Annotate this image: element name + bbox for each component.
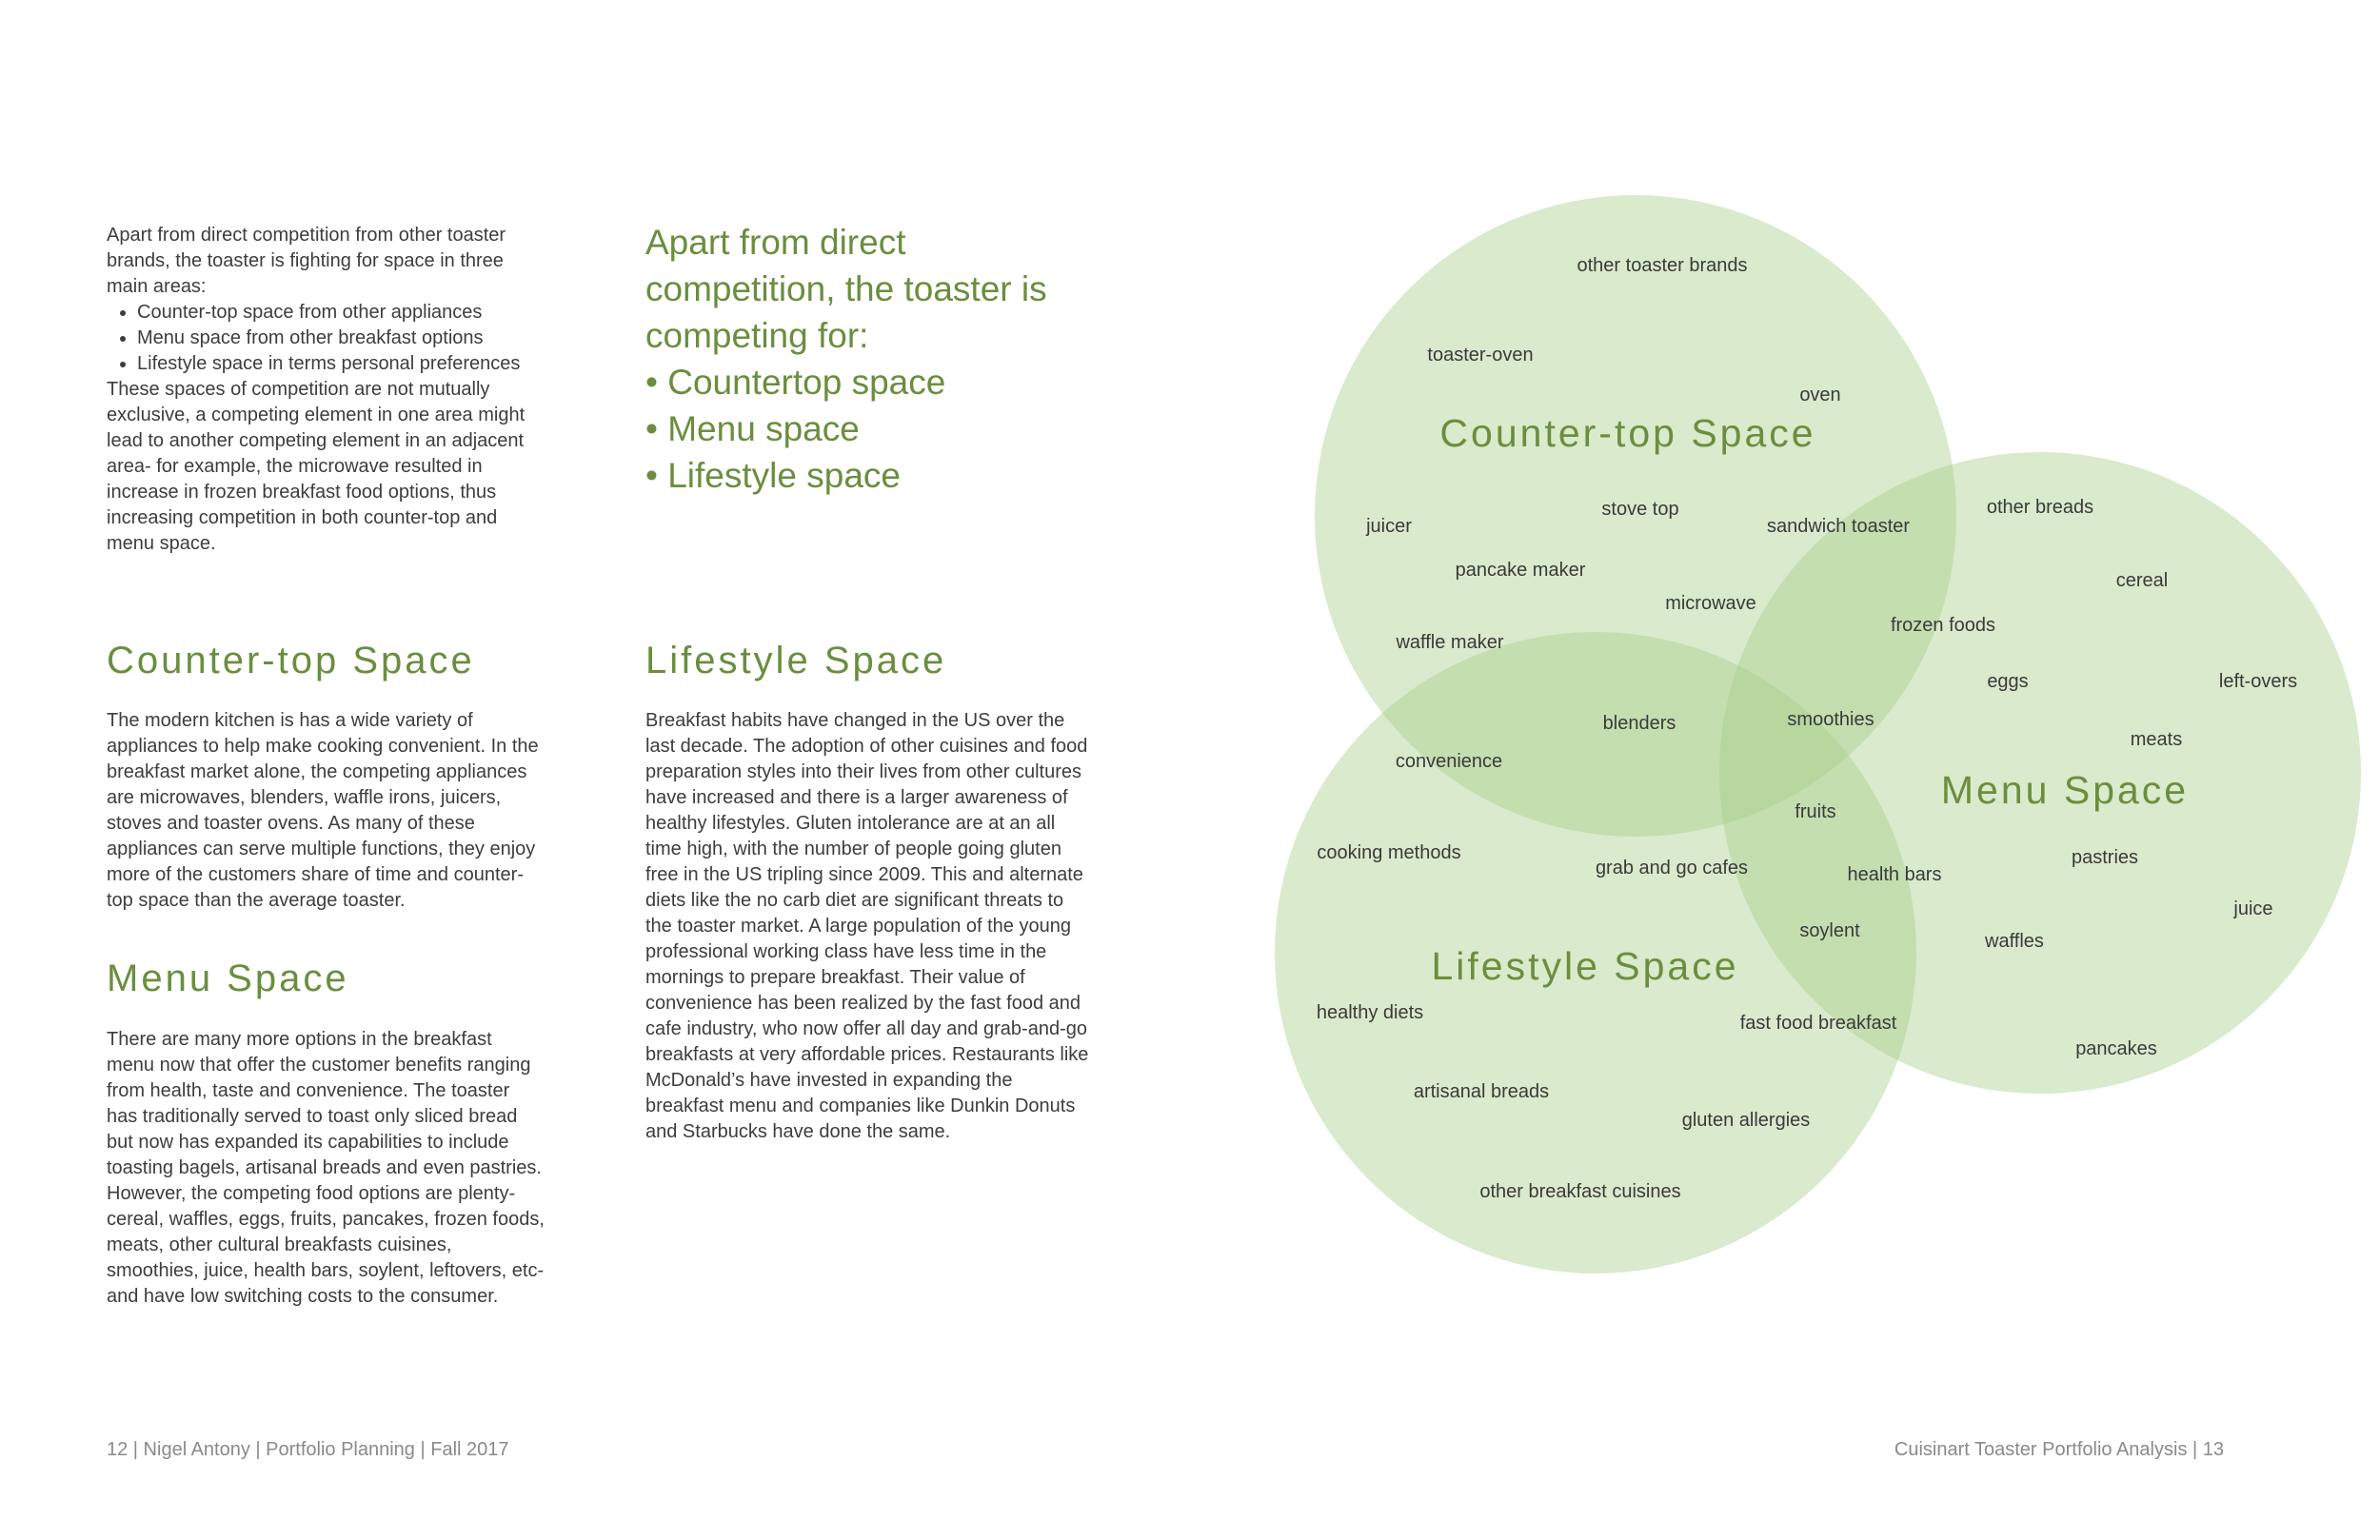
venn-diagram bbox=[1238, 171, 2380, 1294]
venn-label: other breakfast cuisines bbox=[1479, 1181, 1681, 1202]
intro-bullet-list bbox=[107, 300, 545, 377]
venn-label: convenience bbox=[1395, 751, 1503, 772]
venn-label: waffle maker bbox=[1396, 632, 1504, 653]
intro-bullet: • Lifestyle space in terms personal preferences bbox=[137, 351, 545, 377]
footer-right: Cuisinart Toaster Portfolio Analysis | 13 bbox=[1894, 1439, 2224, 1460]
venn-label: microwave bbox=[1665, 593, 1756, 614]
pull-quote bbox=[645, 219, 1093, 499]
lifestyle-body: Breakfast habits have changed in the US over the last decade. The adoption of other cuisines and food preparation styles into their lives from other cultures have increased and there is a larger awareness of healthy lifestyles. Gluten intolerance are at an all time high, with the number of people going gluten free in the US tripling since 2009. This and alternate diets like the no carb diet are significant threats to the toaster market. A large population of the young professional working class have less time in the mornings to prepare breakfast. Their value of convenience has been realized by the fast food and cafe industry, who now offer all day and grab-and-go breakfasts at very affordable prices. Restaurants like McDonald’s have invested in expanding the breakfast menu and companies like Dunkin Donuts and Starbucks have done the same. bbox=[645, 710, 1089, 1142]
venn-label: health bars bbox=[1847, 864, 1942, 885]
lifestyle-heading: Lifestyle Space bbox=[645, 640, 947, 681]
intro-body: These spaces of competition are not mutually exclusive, a competing element in one area might lead to another competing element in an adjacent area- for example, the microwave resulted in increase in frozen breakfast food options, thus increasing competition in both counter-top and menu space. bbox=[107, 379, 526, 554]
venn-label: blenders bbox=[1602, 713, 1676, 734]
venn-label: left-overs bbox=[2218, 671, 2298, 692]
venn-label: cereal bbox=[2115, 570, 2169, 591]
intro-lead: Apart from direct competition from other toaster brands, the toaster is fighting for space in three main areas: bbox=[107, 225, 506, 297]
venn-label: healthy diets bbox=[1316, 1002, 1424, 1023]
venn-label: smoothies bbox=[1787, 709, 1874, 730]
venn-label: cooking methods bbox=[1317, 842, 1461, 863]
countertop-heading: Counter-top Space bbox=[107, 640, 475, 681]
venn-label: artisanal breads bbox=[1413, 1081, 1550, 1102]
countertop-body: The modern kitchen is has a wide variety of appliances to help make cooking convenient. In the breakfast market alone, the competing appliances are microwaves, blenders, waffle irons, juicers, stoves and toaster ovens. As many of these appliances can serve multiple functions, they enjoy more of the customers share of time and counter-top space than the average toaster. bbox=[107, 710, 539, 911]
venn-label: meats bbox=[2130, 729, 2183, 750]
venn-label: waffles bbox=[1985, 931, 2044, 952]
pull-quote-item: • Menu space bbox=[645, 405, 1093, 452]
venn-label: stove top bbox=[1601, 499, 1679, 520]
venn-label: frozen foods bbox=[1890, 615, 1996, 636]
venn-label: soylent bbox=[1799, 920, 1860, 941]
venn-label: fast food breakfast bbox=[1739, 1013, 1897, 1034]
venn-label: toaster-oven bbox=[1427, 345, 1534, 365]
venn-title-countertop: Counter-top Space bbox=[1439, 411, 1816, 455]
menu-heading: Menu Space bbox=[107, 958, 349, 999]
venn-title-lifestyle: Lifestyle Space bbox=[1431, 944, 1739, 988]
venn-label: eggs bbox=[1987, 671, 2029, 692]
menu-body: There are many more options in the breakfast menu now that offer the customer benefits ranging from health, taste and convenience. The toaster has traditionally served to toast only sliced bread but now has expanded its capabilities to include toasting bagels, artisanal breads and even pastries. However, the competing food options are plenty- cereal, waffles, eggs, fruits, pancakes, frozen foods, meats, other cultural breakfasts cuisines, smoothies, juice, health bars, soylent, leftovers, etc- and have low switching costs to the consumer. bbox=[107, 1029, 545, 1307]
pull-quote-item: • Countertop space bbox=[645, 359, 1093, 405]
venn-label: sandwich toaster bbox=[1766, 516, 1911, 537]
venn-label: pastries bbox=[2071, 847, 2139, 868]
footer-left: 12 | Nigel Antony | Portfolio Planning | Fall 2017 bbox=[107, 1439, 509, 1460]
pull-quote-list bbox=[645, 359, 1093, 499]
pull-quote-text: Apart from direct competition, the toaster is competing for: bbox=[645, 223, 1047, 355]
pull-quote-item: • Lifestyle space bbox=[645, 452, 1093, 499]
venn-label: pancakes bbox=[2075, 1038, 2157, 1059]
intro-bullet: • Counter-top space from other appliances bbox=[137, 300, 545, 326]
venn-title-menu: Menu Space bbox=[1940, 768, 2190, 812]
venn-label: oven bbox=[1799, 385, 1841, 405]
venn-label: pancake maker bbox=[1455, 560, 1586, 581]
venn-label: juice bbox=[2233, 898, 2273, 919]
venn-label: other breads bbox=[1986, 497, 2094, 518]
venn-label: fruits bbox=[1795, 801, 1836, 822]
intro-block bbox=[107, 223, 545, 557]
venn-label: gluten allergies bbox=[1681, 1110, 1811, 1131]
venn-label: other toaster brands bbox=[1577, 255, 1748, 276]
venn-label: grab and go cafes bbox=[1595, 858, 1749, 879]
venn-label: juicer bbox=[1366, 516, 1412, 537]
intro-bullet: • Menu space from other breakfast options bbox=[137, 326, 545, 351]
